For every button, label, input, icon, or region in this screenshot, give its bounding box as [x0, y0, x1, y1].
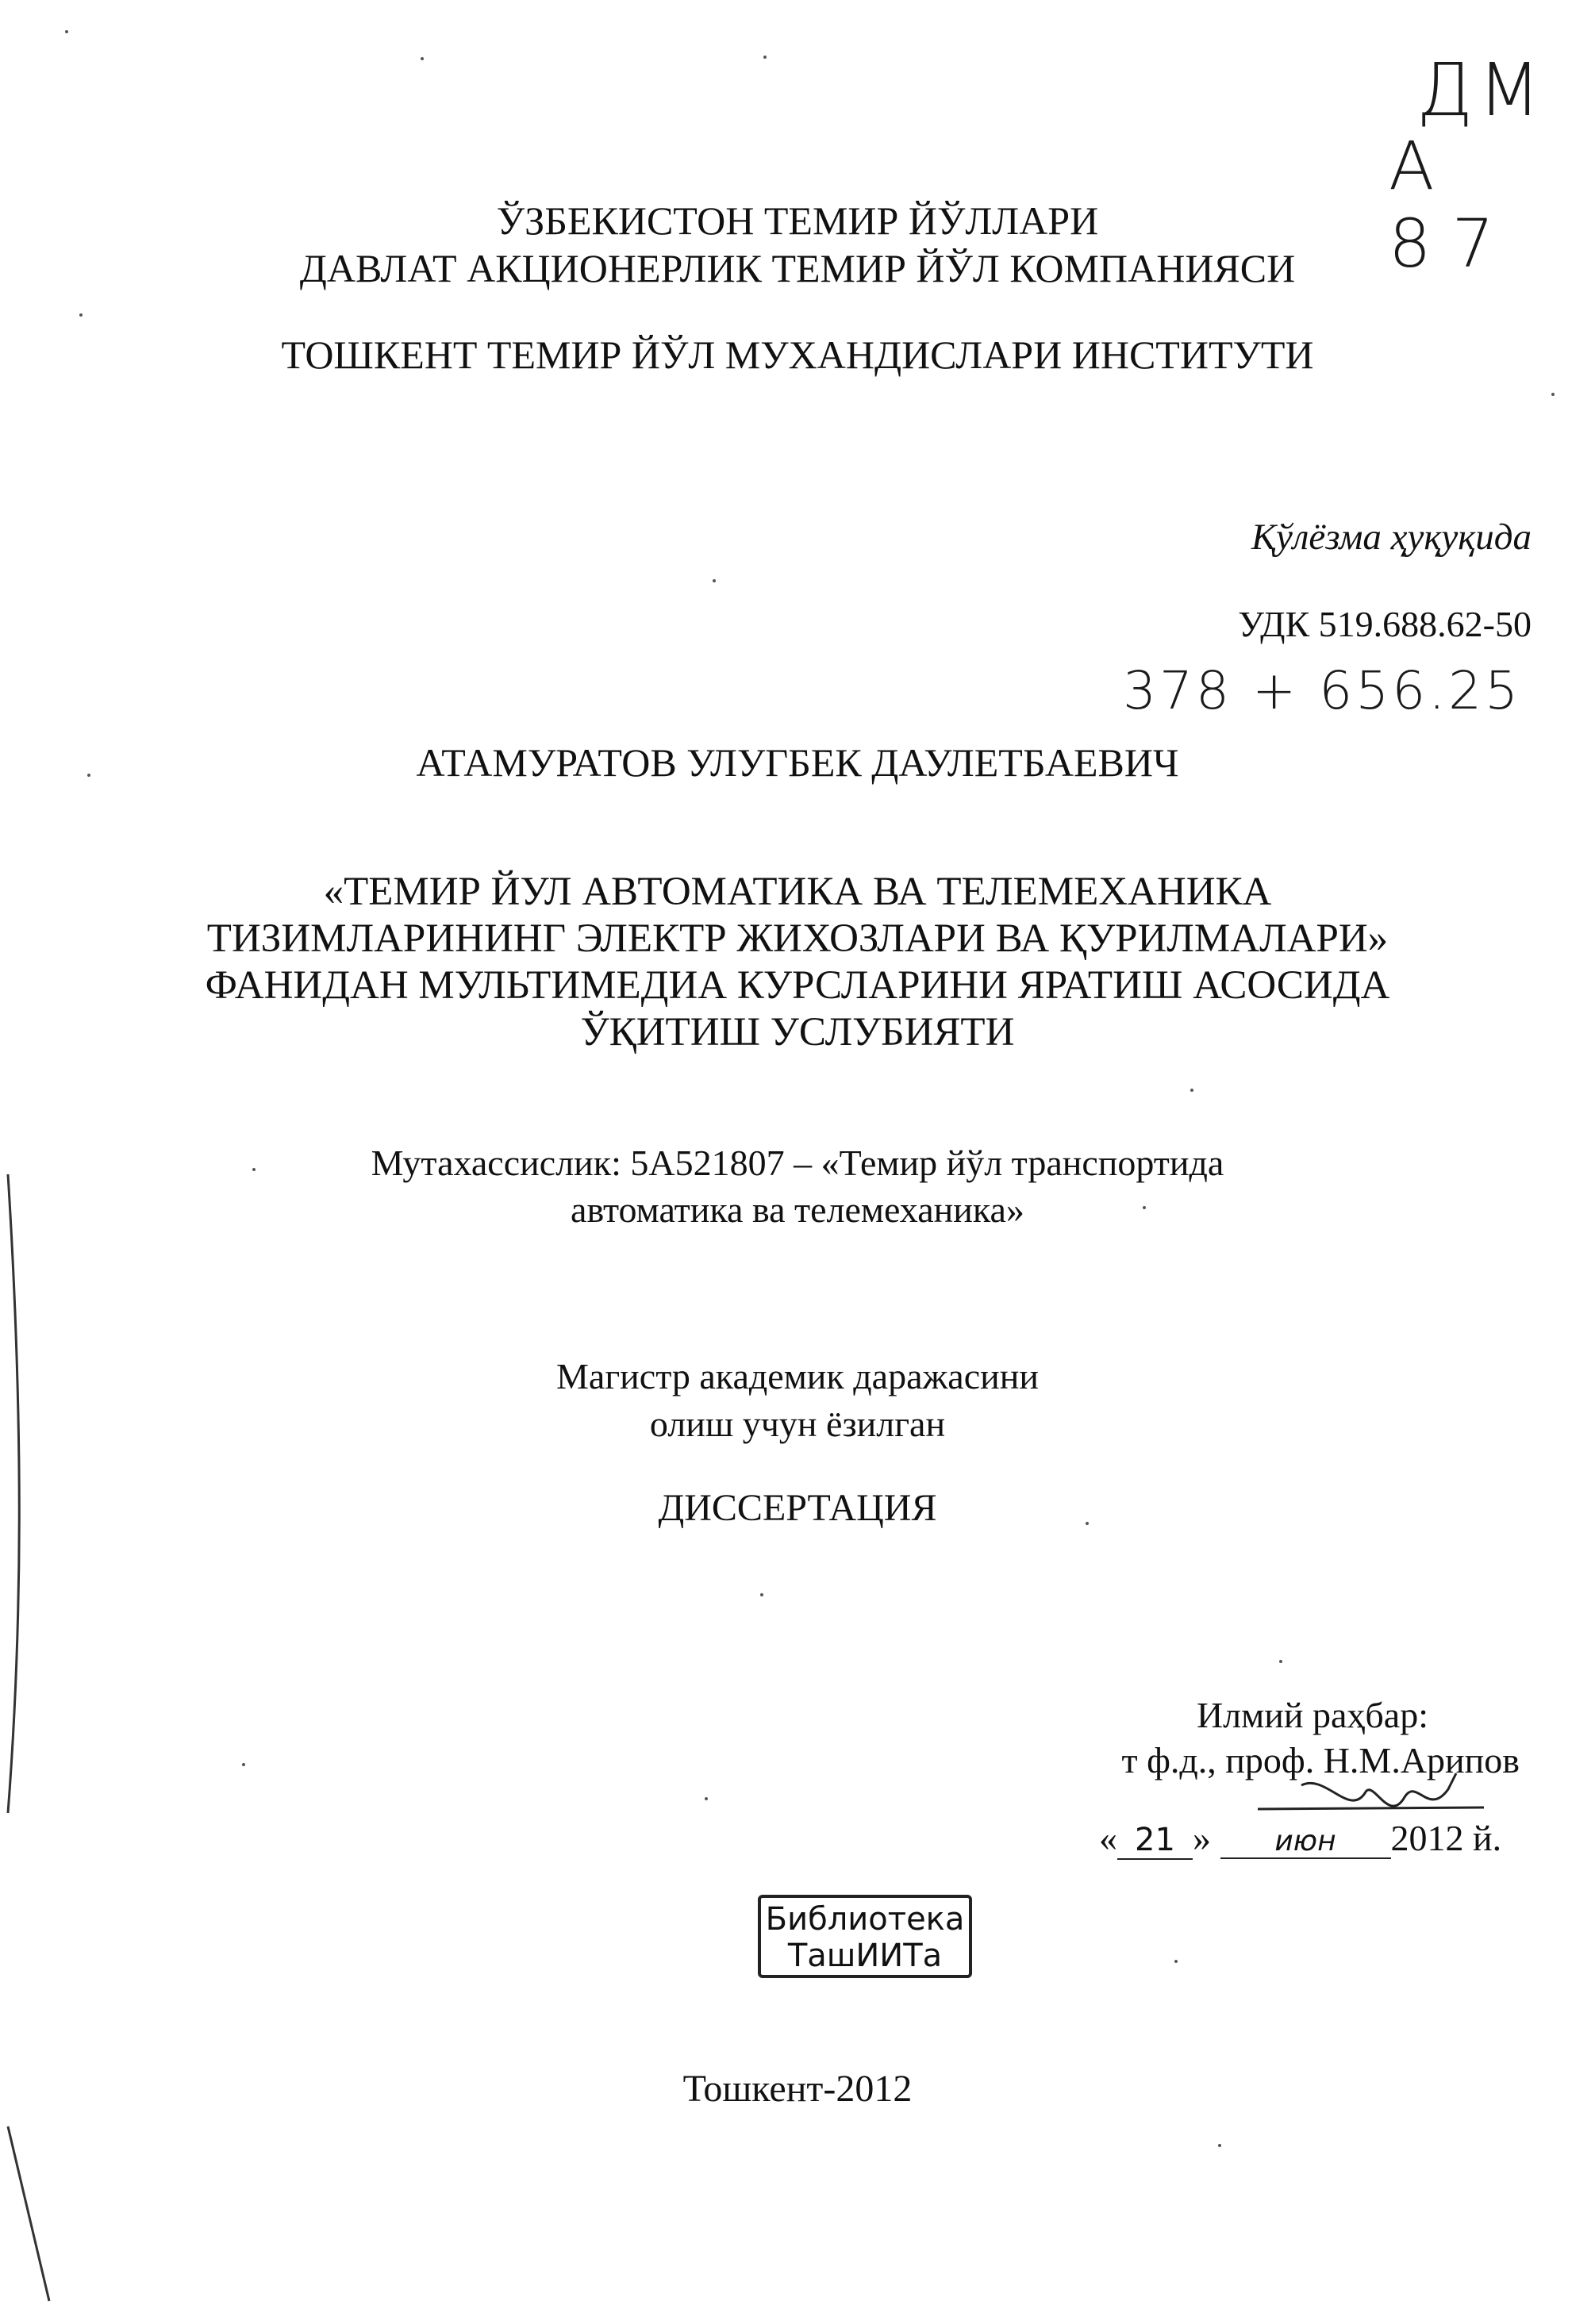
scan-speck	[1218, 2144, 1221, 2147]
archive-mark-line1: ДМ	[1416, 48, 1546, 133]
signature-date-row	[1099, 1817, 1501, 1860]
document-type: ДИССЕРТАЦИЯ	[658, 1487, 937, 1529]
archive-mark-line2: А 87	[1389, 127, 1515, 282]
scan-speck	[1190, 1089, 1193, 1092]
organization-line2: ДАВЛАТ АКЦИОНЕРЛИК ТЕМИР ЙЎЛ КОМПАНИЯСИ	[299, 246, 1296, 290]
date-year: 2012 й.	[1390, 1818, 1502, 1858]
scan-edge-marks	[0, 0, 71, 2324]
handwritten-classification: 378 + 656.25	[1123, 660, 1522, 721]
title-line3: ФАНИДАН МУЛЬТИМЕДИА КУРСЛАРИНИ ЯРАТИШ АСОСИДА	[205, 963, 1390, 1008]
title-line1: «ТЕМИР ЙУЛ АВТОМАТИКА ВА ТЕЛЕМЕХАНИКА	[323, 870, 1272, 914]
library-stamp	[758, 1895, 972, 1978]
scan-speck	[65, 30, 68, 33]
library-stamp-line1: Библиотека	[765, 1901, 965, 1938]
scan-speck	[79, 313, 83, 317]
library-stamp-line2: ТашИИТа	[787, 1938, 943, 1974]
author-name: АТАМУРАТОВ УЛУГБЕК ДАУЛЕТБАЕВИЧ	[416, 740, 1179, 785]
scan-speck	[760, 1593, 763, 1596]
scan-speck	[705, 1797, 708, 1800]
scan-speck	[713, 579, 716, 582]
scan-speck	[1551, 393, 1555, 396]
scan-speck	[421, 57, 424, 60]
scan-speck	[763, 56, 767, 59]
degree-line1: Магистр академик даражасини	[556, 1356, 1039, 1396]
scan-speck	[242, 1763, 245, 1766]
degree-line2: олиш учун ёзилган	[649, 1404, 946, 1444]
scan-speck	[1143, 1206, 1146, 1209]
manuscript-rights: Қўлёзма ҳуқуқида	[1251, 517, 1532, 558]
scan-speck	[252, 1168, 256, 1171]
title-line2: ТИЗИМЛАРИНИНГ ЭЛЕКТР ЖИХОЗЛАРИ ВА ҚУРИЛМАЛАРИ»	[206, 916, 1389, 961]
date-open-quote: «	[1099, 1818, 1117, 1858]
title-line4: ЎҚИТИШ УСЛУБИЯТИ	[580, 1010, 1015, 1054]
specialty-line1: Мутахассислик: 5А521807 – «Темир йўл транспортида	[371, 1143, 1224, 1183]
scan-speck	[1279, 1660, 1282, 1663]
supervisor-name: т ф.д., проф. Н.М.Арипов	[1121, 1740, 1520, 1780]
scan-speck	[1086, 1522, 1089, 1525]
organization-line1: ЎЗБЕКИСТОН ТЕМИР ЙЎЛЛАРИ	[496, 198, 1099, 243]
date-month: июн	[1220, 1825, 1391, 1859]
date-day: 21	[1117, 1822, 1193, 1860]
institute-name: ТОШКЕНТ ТЕМИР ЙЎЛ МУХАНДИСЛАРИ ИНСТИТУТИ	[281, 332, 1314, 377]
specialty-line2: автоматика ва телемеханика»	[571, 1189, 1024, 1230]
place-year: Тошкент-2012	[682, 2068, 913, 2110]
supervisor-label: Илмий раҳбар:	[1196, 1695, 1428, 1735]
scan-speck	[87, 774, 90, 777]
udc-code: УДК 519.688.62-50	[1238, 604, 1532, 644]
date-close-quote: »	[1193, 1818, 1211, 1858]
scan-speck	[1174, 1960, 1178, 1963]
